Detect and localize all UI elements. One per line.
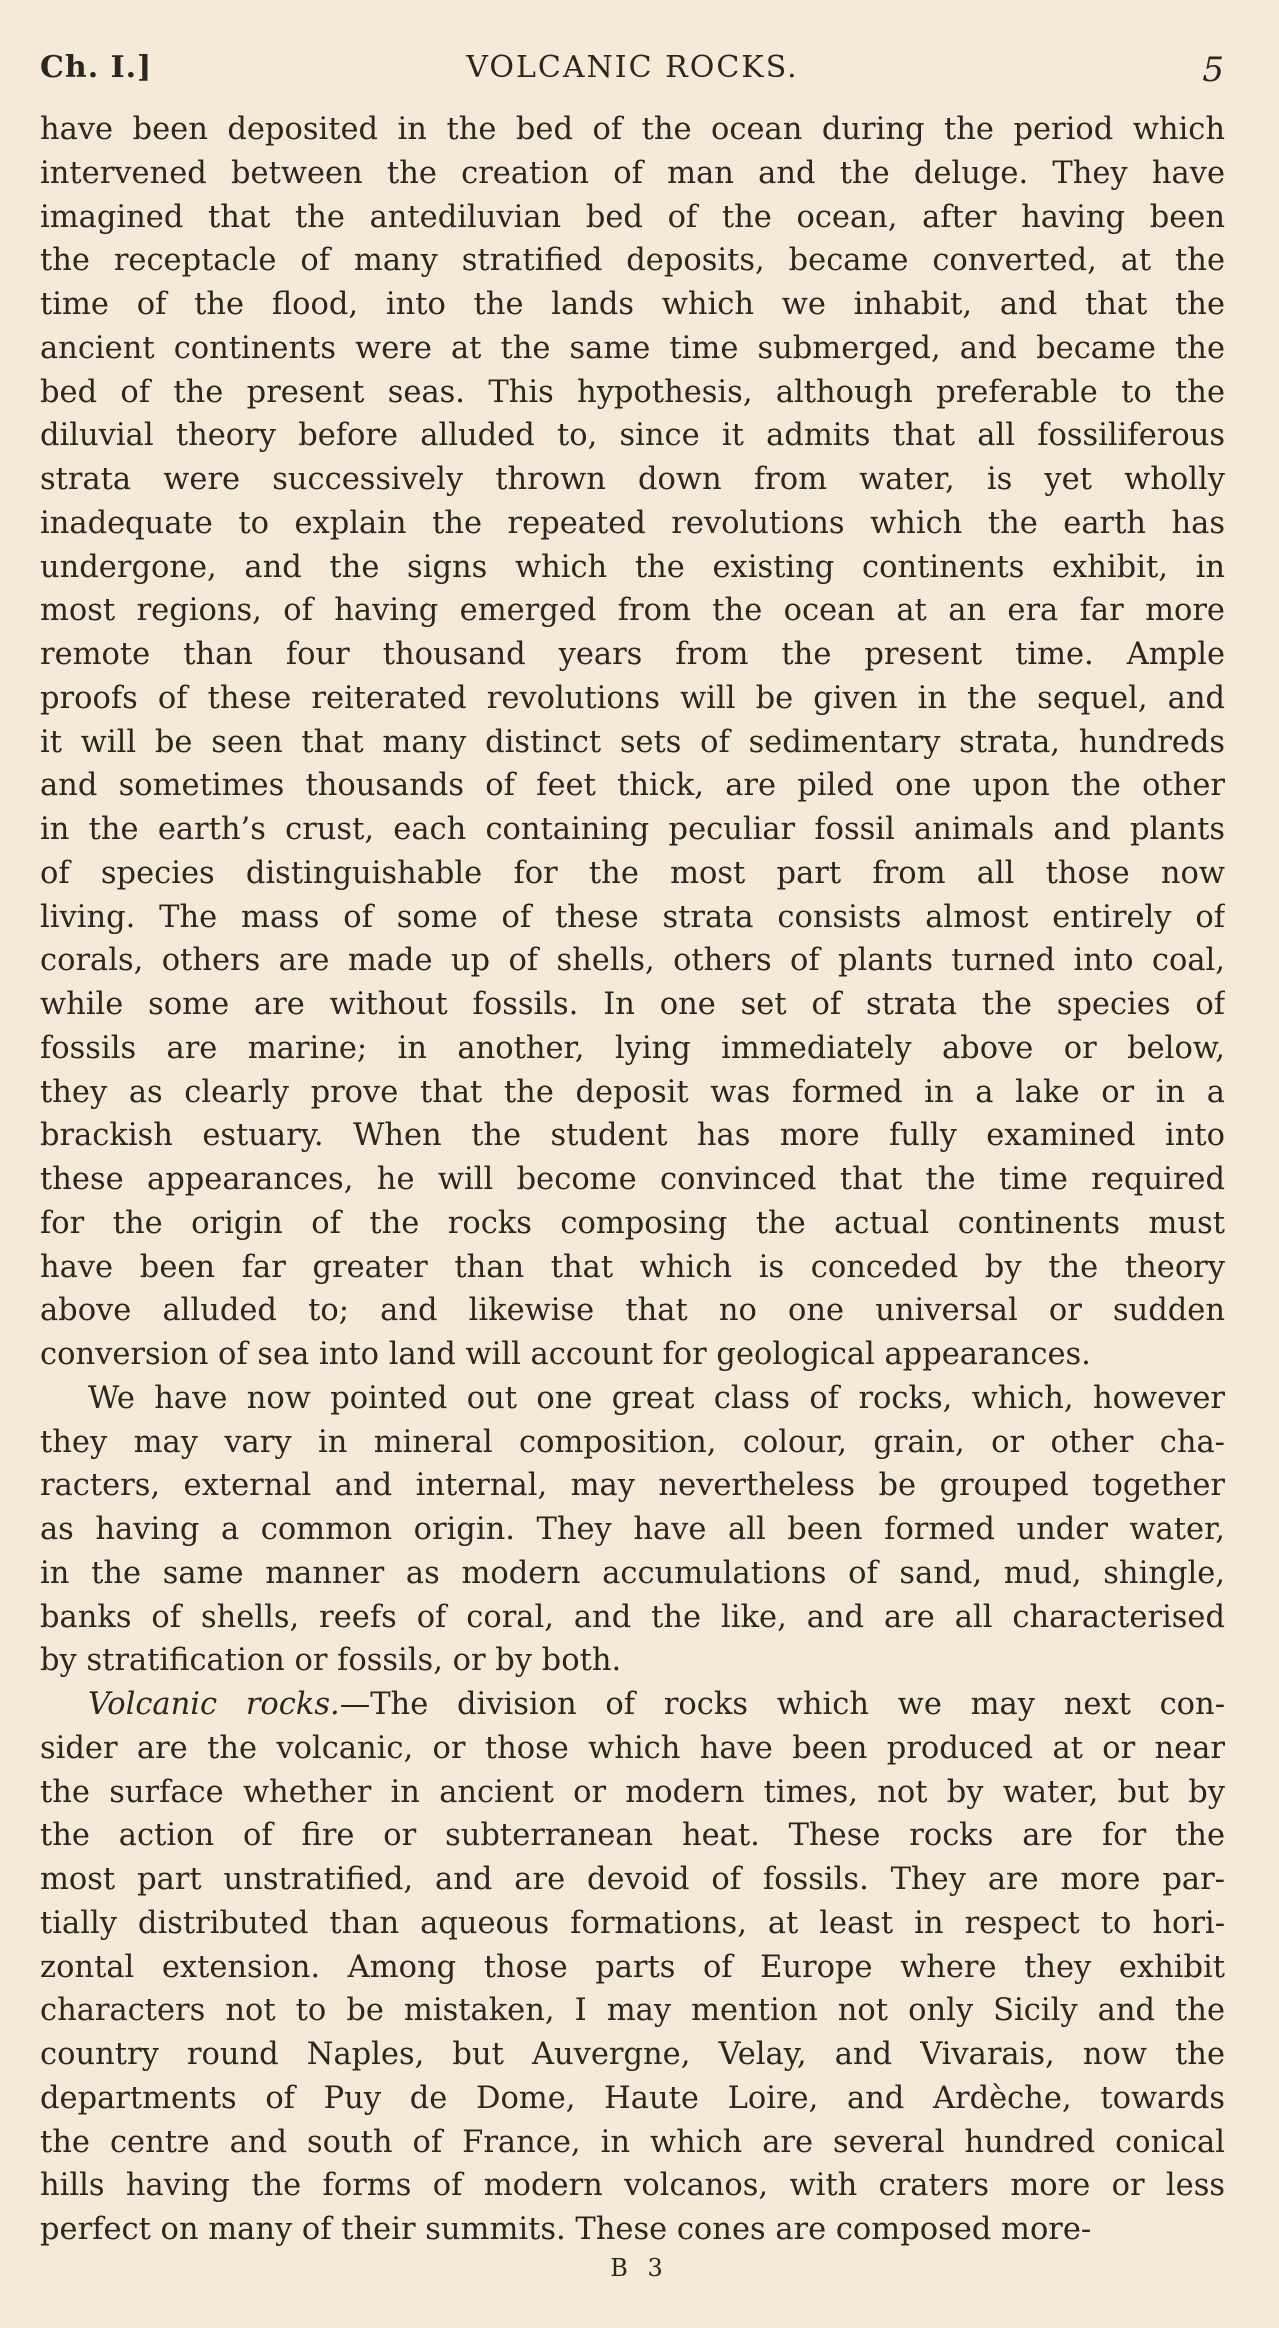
- signature-mark: B 3: [610, 2254, 669, 2282]
- text-line: the receptacle of many stratified deposits, became converted, at the: [40, 243, 1225, 279]
- text-line: have been far greater than that which is conceded by the theory: [40, 1249, 1225, 1285]
- text-line: fossils are marine; in another, lying immediately above or below,: [40, 1030, 1225, 1066]
- text-line: [40, 1683, 1225, 1727]
- text-line: corals, others are made up of shells, others of plants turned into coal,: [40, 943, 1225, 979]
- text-line: most regions, of having emerged from the ocean at an era far more: [40, 593, 1225, 629]
- text-line: conversion of sea into land will account for geological appearances.: [40, 1337, 1091, 1372]
- text-line: hills having the forms of modern volcanos, with craters more or less: [40, 2168, 1225, 2204]
- text-line: brackish estuary. When the student has more fully examined into: [40, 1118, 1225, 1154]
- text-line: departments of Puy de Dome, Haute Loire, and Ardèche, towards: [40, 2080, 1225, 2116]
- text-line: these appearances, he will become convinced that the time required: [40, 1162, 1225, 1197]
- paragraph-1: [40, 108, 1225, 1377]
- text-line: in the earth’s crust, each containing peculiar fossil animals and plants: [40, 812, 1225, 847]
- running-header: [40, 50, 1225, 94]
- text-line: zontal extension. Among those parts of Europe where they exhibit: [40, 1949, 1225, 1985]
- text-line: the action of fire or subterranean heat. These rocks are for the: [40, 1818, 1225, 1854]
- page-body: [40, 108, 1225, 2252]
- text-line: banks of shells, reefs of coral, and the like, and are all characterised: [40, 1599, 1225, 1635]
- text-line: above alluded to; and likewise that no one universal or sudden: [40, 1293, 1225, 1329]
- text-line: have been deposited in the bed of the ocean during the period which: [40, 112, 1225, 147]
- paragraph-3: [40, 1683, 1225, 2252]
- text-line: strata were successively thrown down from water, is yet wholly: [40, 462, 1225, 497]
- text-line: ancient continents were at the same time submerged, and became the: [40, 330, 1225, 366]
- text-line: inadequate to explain the repeated revolutions which the earth has: [40, 505, 1225, 541]
- text-line: sider are the volcanic, or those which have been produced at or near: [40, 1730, 1225, 1766]
- text-line: remote than four thousand years from the present time. Ample: [40, 637, 1225, 672]
- running-title: VOLCANIC ROCKS.: [466, 50, 799, 85]
- text-line: by stratification or fossils, or by both.: [40, 1643, 622, 1679]
- text-line: they may vary in mineral composition, colour, grain, or other cha-: [40, 1424, 1225, 1460]
- text-line: diluvial theory before alluded to, since it admits that all fossiliferous: [40, 418, 1225, 454]
- text-line: as having a common origin. They have all been formed under water,: [40, 1512, 1225, 1547]
- section-heading: Volcanic rocks.: [88, 1687, 340, 1722]
- text-line: and sometimes thousands of feet thick, are piled one upon the other: [40, 768, 1225, 804]
- text-line: undergone, and the signs which the existing continents exhibit, in: [40, 549, 1225, 585]
- text-line: bed of the present seas. This hypothesis, although preferable to the: [40, 374, 1225, 410]
- text-line: of species distinguishable for the most part from all those now: [40, 855, 1225, 891]
- text-line: while some are without fossils. In one set of strata the species of: [40, 987, 1225, 1022]
- text-line: characters not to be mistaken, I may mention not only Sicily and the: [40, 1993, 1225, 2029]
- text-line: for the origin of the rocks composing the actual continents must: [40, 1205, 1225, 1241]
- text-line: time of the flood, into the lands which we inhabit, and that the: [40, 287, 1225, 322]
- text-line: perfect on many of their summits. These cones are composed more-: [40, 2212, 1092, 2247]
- text-line: country round Naples, but Auvergne, Velay, and Vivarais, now the: [40, 2037, 1225, 2072]
- text-line: the centre and south of France, in which are several hundred conical: [40, 2124, 1225, 2160]
- page-number: 5: [1202, 50, 1225, 90]
- text-line: proofs of these reiterated revolutions will be given in the sequel, and: [40, 680, 1225, 716]
- text-line: imagined that the antediluvian bed of the ocean, after having been: [40, 199, 1225, 235]
- text-line: tially distributed than aqueous formations, at least in respect to hori-: [40, 1905, 1225, 1941]
- paragraph-2: [40, 1377, 1225, 1683]
- text-line: most part unstratified, and are devoid of fossils. They are more par-: [40, 1862, 1225, 1897]
- text-line: it will be seen that many distinct sets of sedimentary strata, hundreds: [40, 724, 1225, 760]
- text-line: racters, external and internal, may nevertheless be grouped together: [40, 1468, 1225, 1504]
- text-line: We have now pointed out one great class of rocks, which, however: [88, 1380, 1225, 1416]
- chapter-label: Ch. I.]: [40, 50, 153, 85]
- text-line: in the same manner as modern accumulations of sand, mud, shingle,: [40, 1555, 1225, 1591]
- section-heading-continuation: —The division of rocks which we may next con-: [339, 1687, 1225, 1722]
- text-line: they as clearly prove that the deposit was formed in a lake or in a: [40, 1074, 1225, 1110]
- text-line: the surface whether in ancient or modern times, not by water, but by: [40, 1774, 1225, 1810]
- text-line: intervened between the creation of man and the deluge. They have: [40, 155, 1225, 191]
- text-line: living. The mass of some of these strata consists almost entirely of: [40, 899, 1225, 935]
